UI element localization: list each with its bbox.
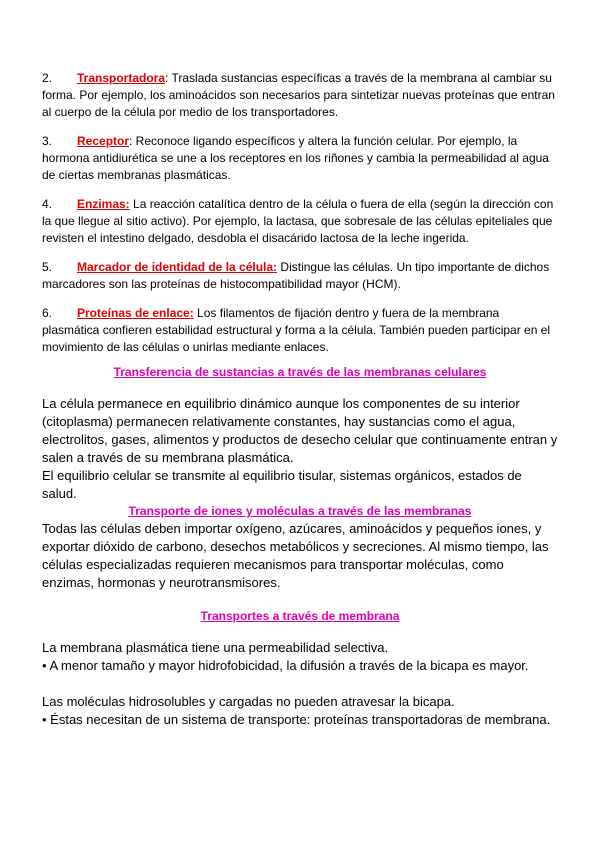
item-term: Receptor (77, 134, 130, 148)
paragraph: El equilibrio celular se transmite al equilibrio tisular, sistemas orgánicos, estados de salud. (42, 468, 522, 501)
section-heading: Transferencia de sustancias a través de las membranas celulares (113, 365, 487, 379)
item-text: Distingue las células. Un tipo importante de dichos marcadores son las proteínas de histocompatibilidad mayor (HCM). (42, 260, 550, 291)
section-heading: Transportes a través de membrana (200, 609, 400, 623)
list-item (42, 305, 558, 356)
item-text: : Traslada sustancias específicas a través de la membrana al cambiar su forma. Por ejemplo, los aminoácidos son necesarios para sintetizar nuevas proteínas que entran al cuerpo de la célula por medio de los transportadores. (42, 71, 555, 119)
item-term: Proteínas de enlace: (77, 306, 194, 320)
list-item (42, 70, 558, 121)
paragraph: Las moléculas hidrosolubles y cargadas no pueden atravesar la bicapa. (42, 694, 455, 709)
document-page (42, 70, 558, 729)
list-item (42, 259, 558, 293)
item-number: 5. (42, 260, 53, 274)
section-body (42, 639, 558, 729)
item-term: Marcador de identidad de la célula: (77, 260, 278, 274)
item-term: Enzimas: (77, 197, 130, 211)
item-number: 3. (42, 134, 53, 148)
paragraph: La célula permanece en equilibrio dinámico aunque los componentes de su interior (citoplasma) permanecen relativamente constantes, hay sustancias como el agua, electrolitos, gases, alimentos y productos de desecho celular que continuamente entran y salen a través de su membrana plasmática. (42, 396, 558, 465)
section-heading: Transporte de iones y moléculas a través de las membranas (128, 504, 472, 518)
section-body (42, 520, 558, 592)
item-term: Transportadora (77, 71, 166, 85)
item-number: 2. (42, 71, 53, 85)
item-number: 6. (42, 306, 53, 320)
paragraph: Todas las células deben importar oxígeno, azúcares, aminoácidos y pequeños iones, y exportar dióxido de carbono, desechos metabólicos y secreciones. Al mismo tiempo, las células especializadas requieren mecanismos para transportar moléculas, como enzimas, hormonas y neurotransmisores. (42, 521, 549, 590)
list-item (42, 196, 558, 247)
list-item (42, 133, 558, 184)
item-text: : Reconoce ligando específicos y altera la función celular. Por ejemplo, la hormona antidiurética se une a los receptores en los riñones y cambia la permeabilidad al agua de ciertas membranas plasmáticas. (42, 134, 549, 182)
bullet-item: • A menor tamaño y mayor hidrofobicidad, la difusión a través de la bicapa es mayor. (42, 658, 529, 673)
item-number: 4. (42, 197, 53, 211)
item-text: Los filamentos de fijación dentro y fuera de la membrana plasmática confieren estabilidad estructural y forma a la célula. También pueden participar en el movimiento de las células o unirlas mediante enlaces. (42, 306, 551, 354)
bullet-item: • Éstas necesitan de un sistema de transporte: proteínas transportadoras de membrana. (42, 712, 551, 727)
item-text: La reacción catalítica dentro de la célula o fuera de ella (según la dirección con la que llegue al sitio activo). Por ejemplo, la lactasa, que sobresale de las células epiteliales que revisten el intestino delgado, desdobla el disacárido lactosa de la leche ingerida. (42, 197, 554, 245)
section-body (42, 395, 558, 503)
paragraph: La membrana plasmática tiene una permeabilidad selectiva. (42, 640, 389, 655)
